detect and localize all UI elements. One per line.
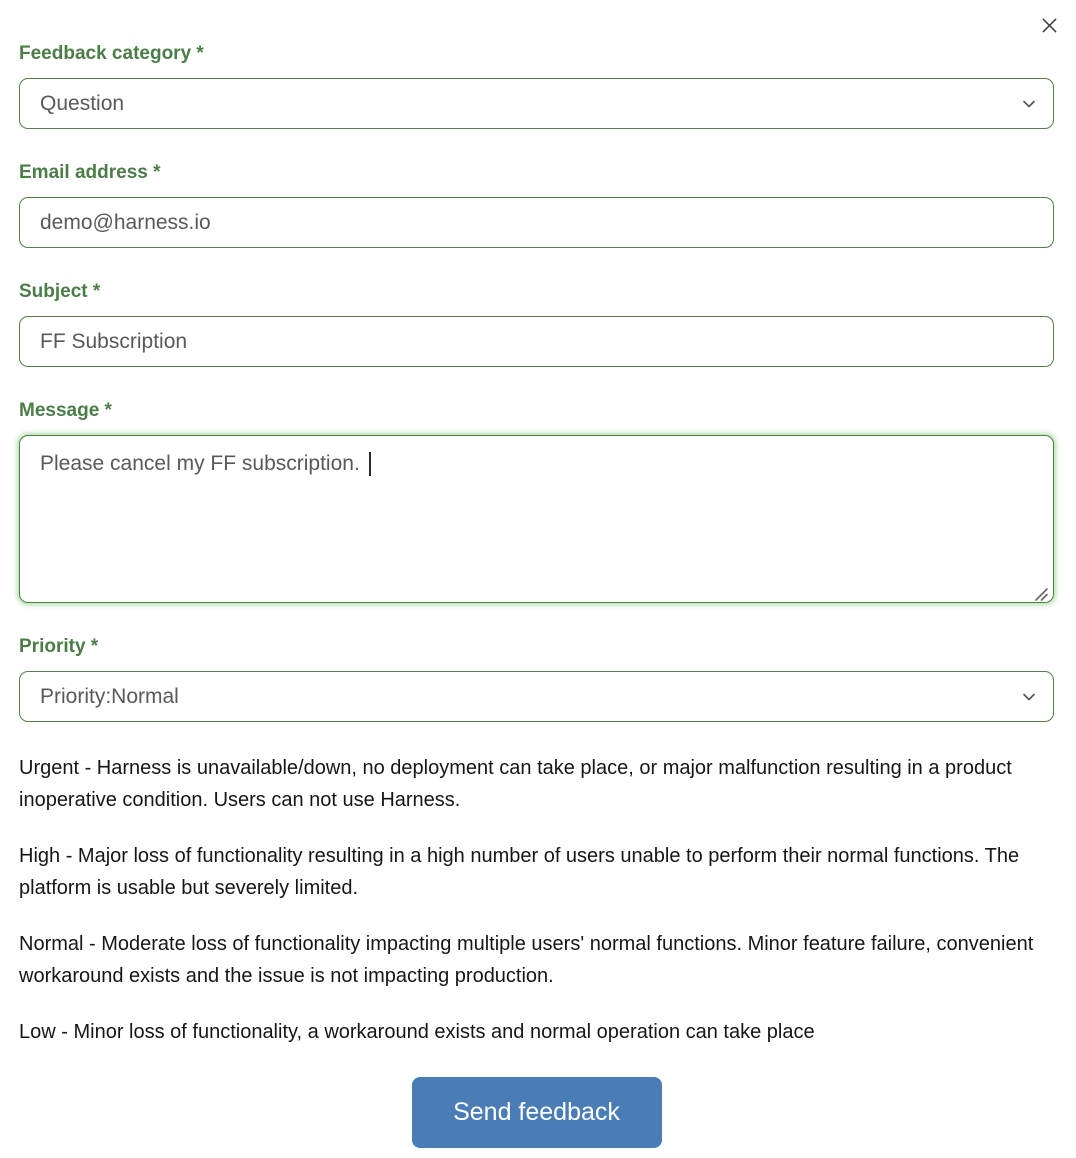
- priority-group: [19, 637, 1054, 722]
- priority-descriptions: [19, 752, 1054, 1048]
- subject-label: Subject *: [19, 281, 101, 302]
- priority-label: Priority *: [19, 636, 99, 657]
- chevron-down-icon: [1019, 94, 1039, 114]
- priority-select[interactable]: [19, 671, 1054, 722]
- email-field[interactable]: [19, 197, 1054, 248]
- message-label: Message *: [19, 400, 112, 421]
- subject-group: [19, 282, 1054, 367]
- message-group: [19, 401, 1054, 603]
- email-group: [19, 163, 1054, 248]
- resize-handle-icon[interactable]: [1033, 582, 1049, 598]
- feedback-category-label: Feedback category *: [19, 43, 204, 64]
- priority-description-normal: Normal - Moderate loss of functionality impacting multiple users' normal functions. Minor feature failure, convenient workaround exists and the issue is not impacting production.: [19, 933, 1034, 987]
- feedback-category-select[interactable]: [19, 78, 1054, 129]
- priority-value: Priority:Normal: [40, 684, 179, 708]
- close-icon: [1039, 15, 1060, 36]
- subject-field[interactable]: [19, 316, 1054, 367]
- chevron-down-icon: [1019, 687, 1039, 707]
- close-button[interactable]: [1036, 12, 1062, 38]
- message-text: Please cancel my FF subscription.: [40, 452, 366, 475]
- email-label: Email address *: [19, 162, 161, 183]
- priority-description-high: High - Major loss of functionality resulting in a high number of users unable to perform their normal functions. The platform is usable but severely limited.: [19, 845, 1020, 899]
- feedback-category-value: Question: [40, 91, 125, 115]
- text-cursor: [369, 452, 371, 476]
- message-textarea[interactable]: [19, 435, 1054, 603]
- priority-description-urgent: Urgent - Harness is unavailable/down, no deployment can take place, or major malfunction resulting in a product inoperative condition. Users can not use Harness.: [19, 757, 1012, 811]
- feedback-category-group: [19, 44, 1054, 129]
- send-feedback-button[interactable]: Send feedback: [412, 1077, 662, 1148]
- priority-description-low: Low - Minor loss of functionality, a workaround exists and normal operation can take place: [19, 1021, 815, 1043]
